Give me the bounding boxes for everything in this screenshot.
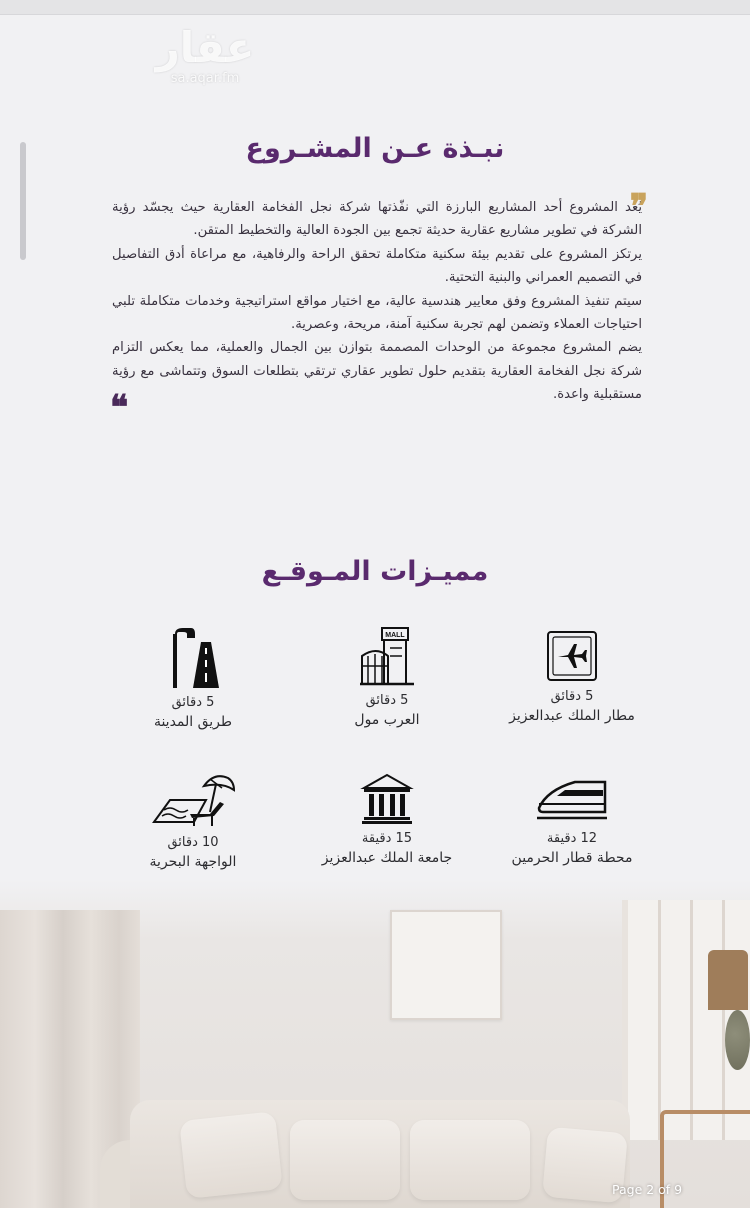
feature-time: 10 دقائق [167,835,219,850]
feature-time: 5 دقائق [365,693,409,708]
plant [725,1010,750,1070]
feature-time: 15 دقيقة [361,831,413,846]
watermark-logo: عقار [155,23,255,72]
airplane-icon [546,630,598,682]
feature-time: 5 دقائق [550,689,594,704]
location-title: مميـزات المـوقـع [261,556,489,587]
watermark-url: sa.aqar.fm [170,71,240,86]
about-title: نبـذة عـن المشـروع [245,133,505,164]
lamp [708,950,748,1010]
close-quote-icon: ❝ [110,387,129,428]
university-building-icon [360,772,414,826]
page-number: Page 2 of 9 [612,1182,683,1197]
feature-airport [487,626,657,726]
about-paragraph-1: يُعد المشروع أحد المشاريع البارزة التي نفّذتها شركة نجل الفخامة العقارية حيث يجسّد رؤية الشركة في تطوير مشاريع عقارية حديثة تجمع بين الجودة العالية والتخطيط المتقن. [112,200,642,239]
about-paragraph-2: يرتكز المشروع على تقديم بيئة سكنية متكاملة تحقق الراحة والرفاهية، مع مراعاة أدق التفاصيل في التصميم العمراني والبنية التحتية. [112,246,642,286]
about-text [110,187,648,428]
feature-label: محطة قطار الحرمين [511,850,633,866]
cushion [290,1120,400,1200]
high-speed-train-icon [535,772,609,826]
feature-label: مطار الملك عبدالعزيز [509,708,635,724]
wall-frame [390,910,502,1020]
feature-label: الواجهة البحرية [149,854,237,870]
feature-waterfront [108,770,278,872]
aqar-watermark [140,24,270,94]
cushion [179,1111,283,1199]
feature-label: العرب مول [354,712,420,728]
feature-university [302,770,472,868]
feature-time: 5 دقائق [171,695,215,710]
road-streetlight-icon [165,626,221,690]
open-quote-icon: ❞ [629,187,648,227]
feature-train [487,770,657,868]
interior-photo [0,880,750,1208]
feature-label: طريق المدينة [153,714,233,730]
feature-road [108,626,278,732]
feature-label: جامعة الملك عبدالعزيز [321,850,453,866]
feature-time: 12 دقيقة [546,831,598,846]
mall-icon [358,626,416,688]
cushion [410,1120,530,1200]
feature-mall [302,626,472,730]
top-bar [0,0,750,15]
about-paragraph-3: سيتم تنفيذ المشروع وفق معايير هندسية عالية، مع اختيار مواقع استراتيجية وخدمات متكاملة تلبي احتياجات العملاء وتضمن لهم تجربة سكنية آمنة، مريحة، وعصرية. [112,293,642,333]
mall-sign-text: MALL [385,632,405,639]
about-paragraph-4: يضم المشروع مجموعة من الوحدات المصممة بتوازن بين الجمال والعملية، مما يعكس التزام شركة نجل الفخامة العقارية بتقديم حلول تطوير عقاري ترتقي بتطلعات السوق وتتماشى مع رؤية مستقبلية واعدة. [112,340,642,403]
beach-lounger-icon [150,770,236,830]
